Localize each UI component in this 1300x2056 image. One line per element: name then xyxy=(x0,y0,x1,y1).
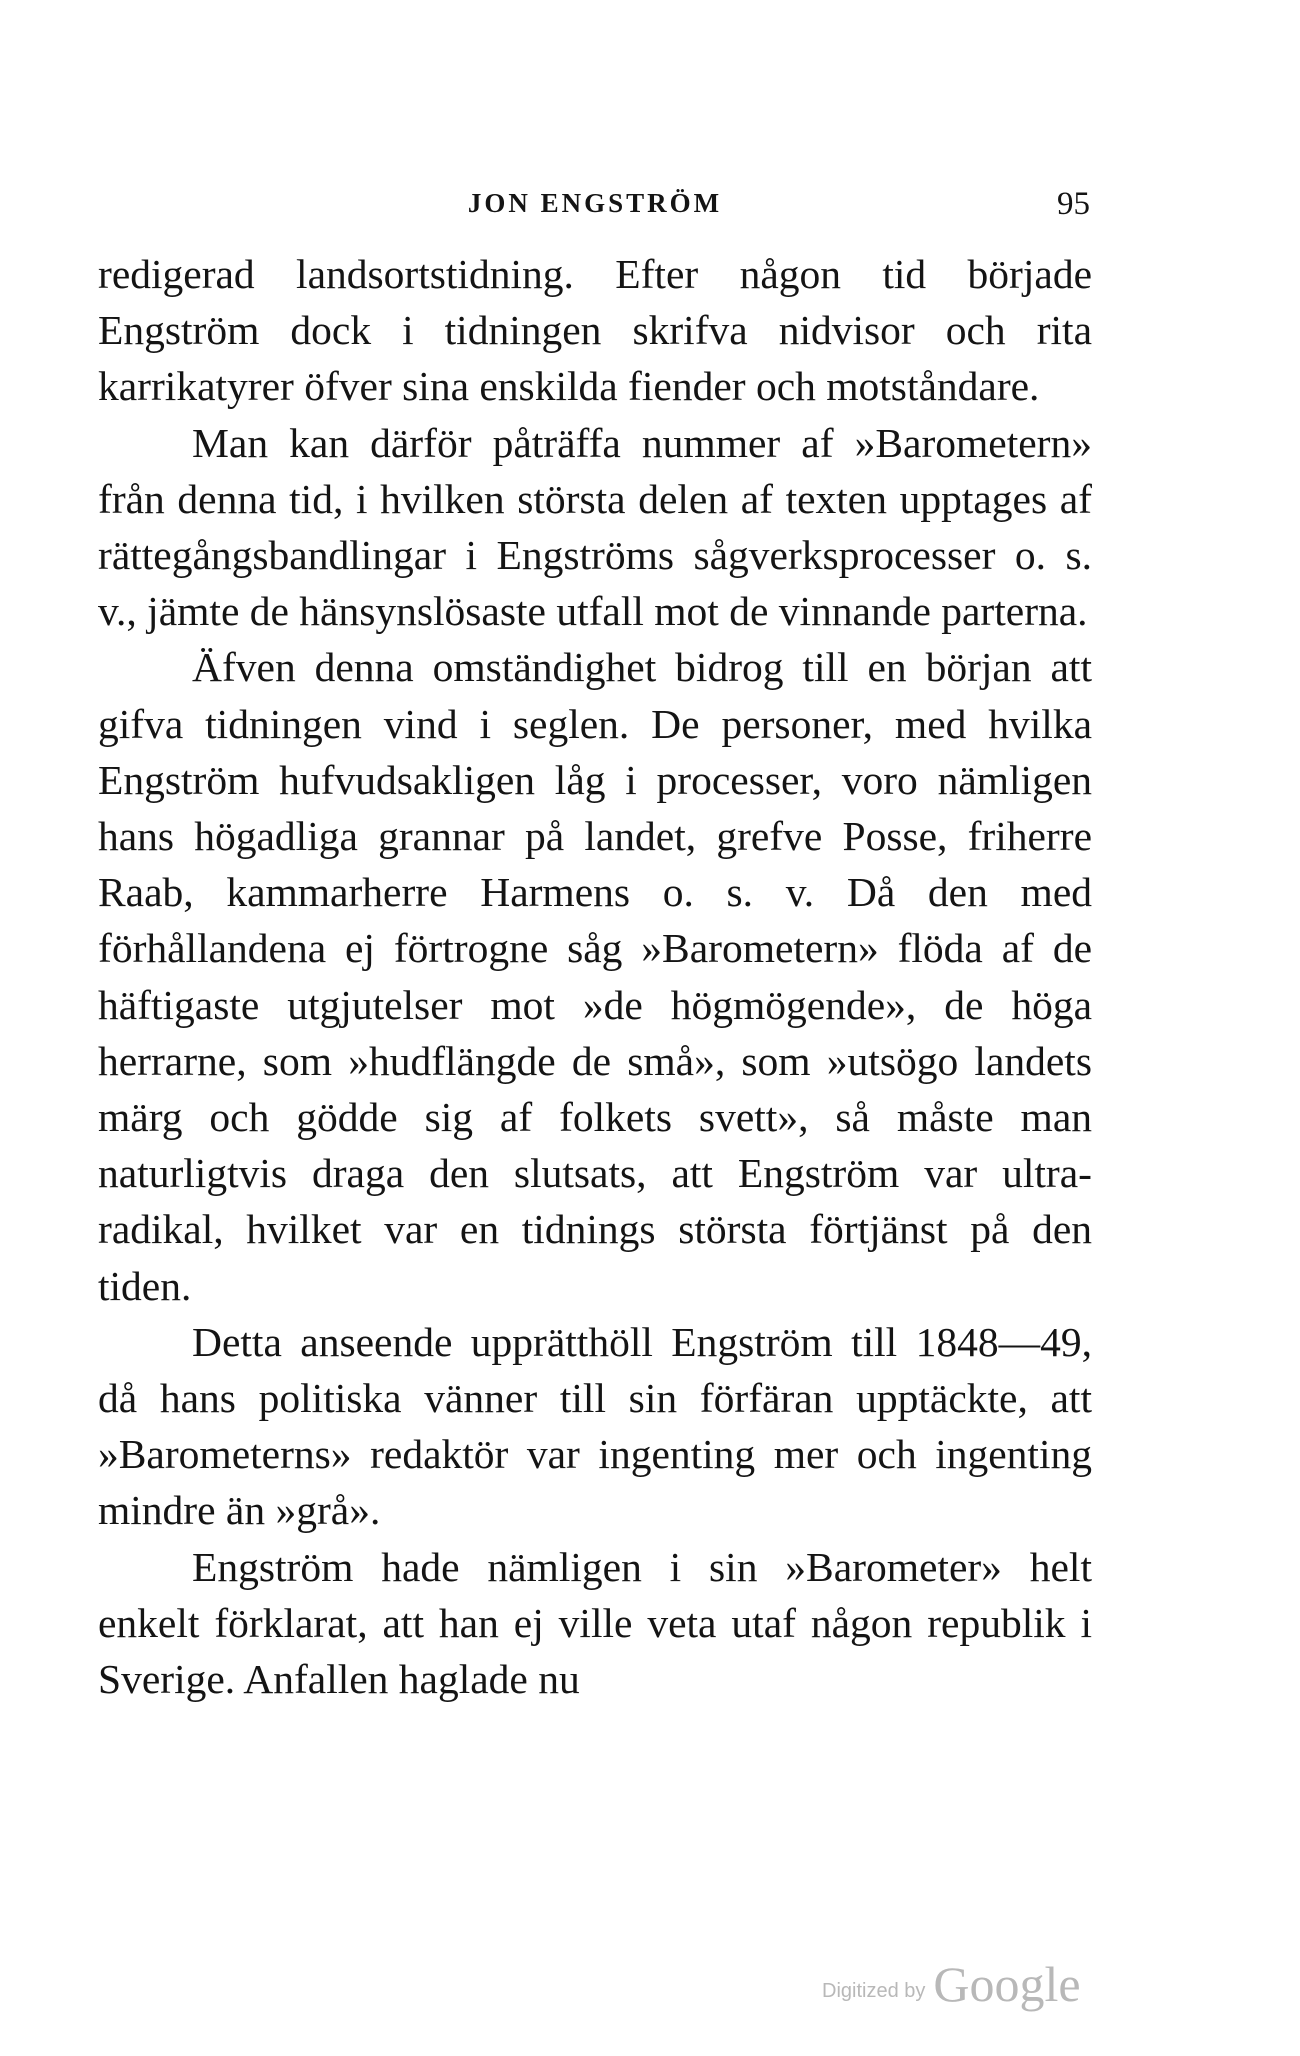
running-header xyxy=(100,188,1090,228)
paragraph-2: Man kan därför påträffa nummer af »Barometern» från denna tid, i hvilken största delen af texten upptages af rättegångsbandlingar i Engströms sågverksprocesser o. s. v., jämte de hänsynslösaste utfall mot de vinnande parterna. xyxy=(98,419,1092,635)
digitized-by-text: Digitized by xyxy=(822,1980,926,2002)
paragraph-4: Detta anseende upprätthöll Engström till 1848—49, då hans politiska vänner till sin förfäran upptäckte, att »Barometerns» redaktör var ingenting mer och ingenting mindre än »grå». xyxy=(98,1318,1092,1534)
running-title: JON ENGSTRÖM xyxy=(467,188,723,218)
digitized-watermark xyxy=(822,1955,1081,2015)
google-logo: Google xyxy=(933,1956,1081,2012)
body-text xyxy=(98,246,1092,1707)
page-number: 95 xyxy=(1057,186,1090,222)
paragraph-3: Äfven denna omständighet bidrog till en början att gifva tidningen vind i seglen. De personer, med hvilka Engström hufvudsakligen låg i processer, voro nämligen hans högadliga grannar på landet, grefve Posse, friherre Raab, kammarherre Harmens o. s. v. Då den med förhållandena ej förtrogne såg »Barometern» flöda af de häftigaste utgjutelser mot »de högmögende», de höga herrarne, som »hudflängde de små», som »utsögo landets märg och gödde sig af folkets svett», så måste man naturligtvis draga den slutsats, att Engström var ultra-radikal, hvilket var en tidnings största förtjänst på den tiden. xyxy=(98,644,1092,1309)
paragraph-5: Engström hade nämligen i sin »Barometer» helt enkelt förklarat, att han ej ville veta utaf någon republik i Sverige. Anfallen haglade nu xyxy=(98,1543,1092,1703)
paragraph-1: redigerad landsortstidning. Efter någon tid började Engström dock i tidningen skrifva nidvisor och rita karrikatyrer öfver sina enskilda fiender och motståndare. xyxy=(98,251,1092,410)
